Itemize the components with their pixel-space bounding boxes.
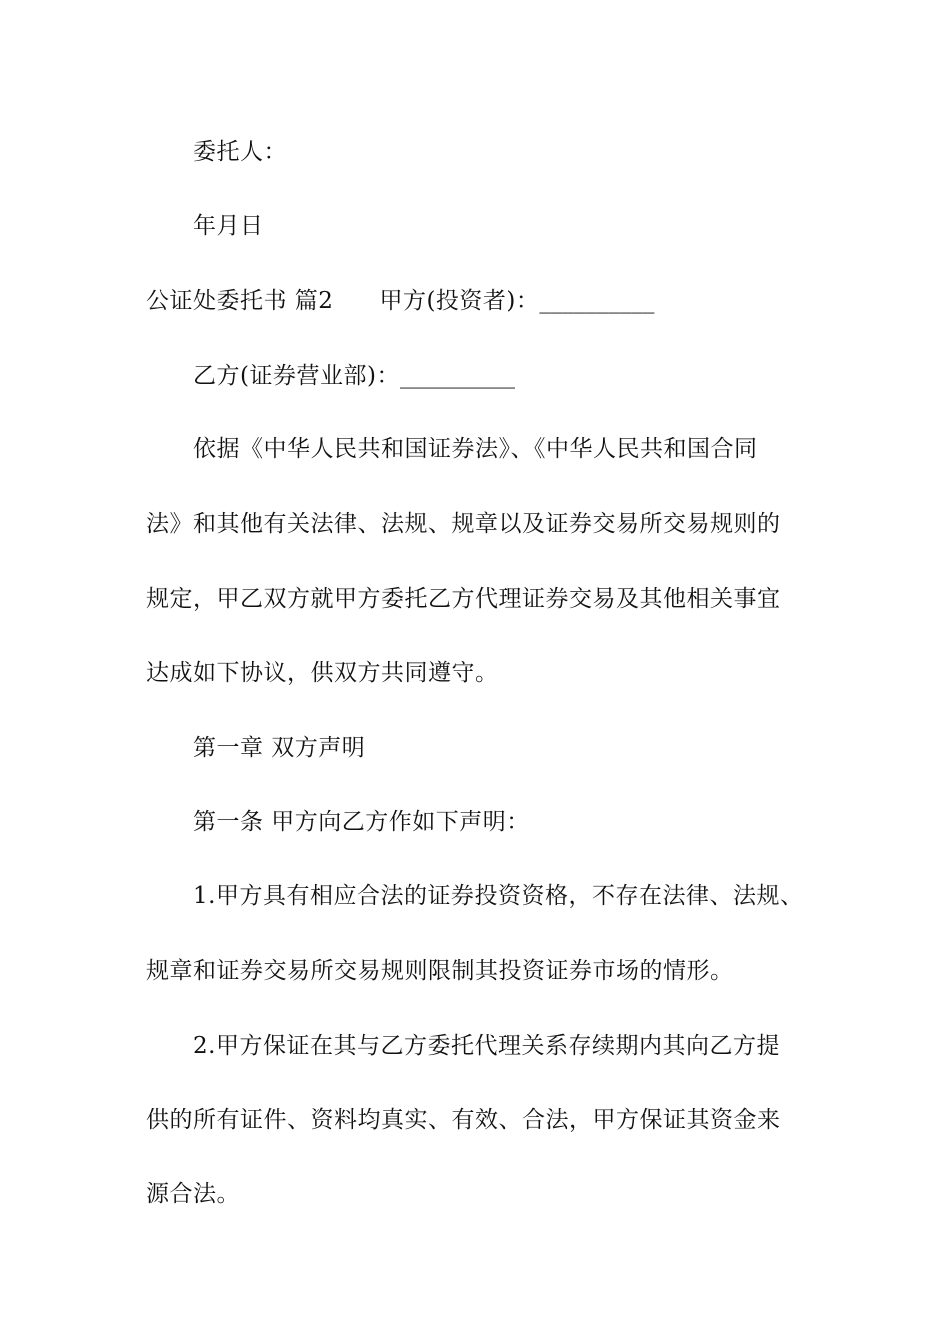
article-heading: 第一条 甲方向乙方作如下声明： [193, 809, 530, 835]
party-a-blank: __________ [539, 288, 655, 314]
paragraph-line: 供的所有证件、资料均真实、有效、合法，甲方保证其资金来 [146, 1107, 781, 1133]
party-a-label: 甲方(投资者)： [379, 288, 540, 314]
paragraph-line: 1.甲方具有相应合法的证券投资资格，不存在法律、法规、 [193, 883, 804, 909]
paragraph-line: 法》和其他有关法律、法规、规章以及证券交易所交易规则的 [146, 511, 781, 537]
paragraph-line: 依据《中华人民共和国证券法》、《中华人民共和国合同 [193, 436, 758, 462]
party-b-line [193, 361, 515, 391]
paragraph-line: 源合法。 [146, 1181, 240, 1207]
document-section-title: 公证处委托书 篇2 [146, 288, 334, 314]
date-label: 年月日 [193, 213, 264, 239]
section-title-line [146, 286, 654, 316]
paragraph-line: 规章和证券交易所交易规则限制其投资证券市场的情形。 [146, 958, 734, 984]
party-b-label: 乙方(证券营业部)： [193, 363, 400, 389]
paragraph-line: 规定，甲乙双方就甲方委托乙方代理证券交易及其他相关事宜 [146, 586, 781, 612]
paragraph-line: 2.甲方保证在其与乙方委托代理关系存续期内其向乙方提 [193, 1033, 780, 1059]
chapter-heading: 第一章 双方声明 [193, 735, 366, 761]
party-b-blank: __________ [399, 363, 515, 389]
paragraph-line: 达成如下协议，供双方共同遵守。 [146, 660, 499, 686]
signature-label: 委托人： [193, 139, 287, 165]
